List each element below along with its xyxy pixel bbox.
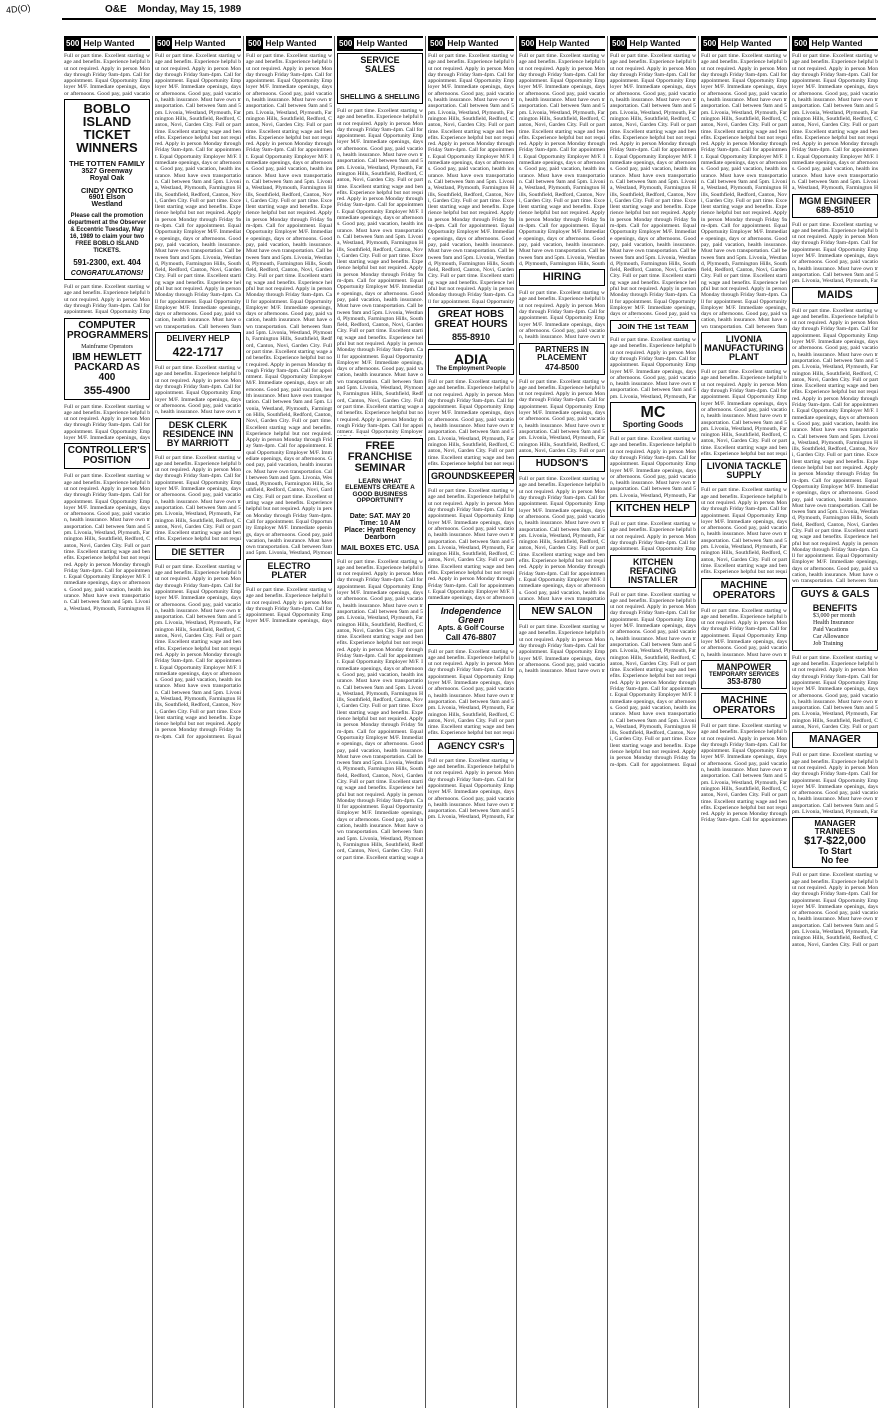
ad-text: Full or part time. Excellent starting wage and benefits. Experience helpful but not required. Apply in person Monday through Friday 9am-4pm. Call for appointment. Equal Opportunity Employer M/F. Immediate openings, days or afternoons. Good pay, paid vacation, health insurance. Must have own transportation. Call between 9am and 5pm. Livonia, Westland, Plymouth, Farmington Hills, Southfield, Redford, Canton, Novi, Garden City. Full or part time. Excellent starting wage and benefits. Experience helpful but not required. Apply in person Monday through Friday 9am-4pm. Call for appointment. Equal Opportunity Employer M/F. Immediate openings, days or afternoons. Good pay, paid vacation, health insurance. Must have own transportatio <box>519 476 605 602</box>
winner-1-city: Royal Oak <box>89 174 125 182</box>
section-label: Help Wanted <box>174 38 226 48</box>
agency-title: AGENCY CSR's <box>437 740 505 751</box>
section-number: 500 <box>339 39 353 48</box>
independence-ad <box>428 604 514 645</box>
manager-trainees-salary: $17-$22,000 <box>804 835 866 848</box>
column-header <box>519 36 605 51</box>
ad-text: Full or part time. Excellent starting wage and benefits. Experience helpful but not required. Apply in person Monday through Friday 9am-4pm. Call for appointment. Equal Opportunity Employer M/F. Immediate openings, days or afternoons. Good pay, paid vacation, health insurance. Must have own transportation. Call between 9am and 5pm. Livonia, Westland, Plymouth, Far <box>610 436 696 499</box>
ad-text: Full or part time. Excellent starting wage and benefits. Experience helpful but not required. Apply in person Monday through Friday 9am-4pm. Call for appointment. Equal Opportunity Employer M/F. Immediate openings, days or afternoons. Good pay, paid vacation, health insurance. Must have own transportation. Call between 9am and 5pm. Livonia, Westland, Plymouth, Farmington Hills, Southfield, Redford, Canton, Novi, Garden City. Full or part time. Excellent starting wage and benefits. Experience helpful but not required. Apply in person Monday through Friday 9am-4pm. Call for appointmen <box>701 722 787 824</box>
new-salon-ad <box>519 604 605 620</box>
column-header <box>64 36 150 51</box>
adia-title: ADIA <box>453 351 489 367</box>
section-number: 500 <box>612 39 626 48</box>
maids-ad <box>792 287 878 304</box>
kitchen-refacing-title: KITCHEN REFACING INSTALLER <box>628 556 678 585</box>
ad-text: Full or part time. Excellent starting wage and benefits. Experience helpful but not required. Apply in person Monday through Friday 9am-4pm. Call for appointment. Equal Opportunity Employer M/F. Immediate openings, days or afternoons. Good pay, paid vacation, health insurance. Must have own transportation. Call between 9am and 5pm. Livonia, Westland, Plymouth, Far <box>610 337 696 400</box>
ad-text: Full or part time. Excellent starting wage and benefits. Experience helpful but not required. Apply in person Monday through Friday 9am-4pm. Call for appointment. Equal Opportunity Employer M/F. Immediate openings, days or afternoons. Good pay, paid vacation, health insurance. Must have own transportation. Call between 9am and 5pm. Livonia, Westland, Plymouth, Far <box>428 757 514 821</box>
manpower-title: MANPOWER <box>716 661 772 672</box>
franchise-date: Date: SAT. MAY 20 <box>349 512 411 520</box>
independence-phone: Call 476-8807 <box>445 632 497 642</box>
franchise-body: LEARN WHAT ELEMENTS CREATE A GOOD BUSINESS OPPORTUNITY <box>345 477 415 505</box>
die-setter-ad <box>155 545 241 560</box>
section-label: Help Wanted <box>720 38 772 48</box>
ad-text: Full or part time. Excellent starting wage and benefits. Experience helpful but not required. Apply in person Monday through Friday 9am-4pm. Call for appointment. Equal Opportunity Employer M/F. Immediate openings, days or afternoons. Good pay, paid vacation, health insurance. Must have own tr <box>519 290 605 341</box>
livonia-tackle-title: LIVONIA TACKLE SUPPLY <box>706 461 782 481</box>
column-5 <box>425 36 516 1408</box>
winner-2-address: 6901 Elson <box>88 194 126 202</box>
section-label: Help Wanted <box>538 38 590 48</box>
boblo-title-4: WINNERS <box>76 140 138 156</box>
placement-phone: 474-8500 <box>545 362 579 372</box>
ad-text: Full or part time. Excellent starting wage and benefits. Experience helpful but not required. Apply in person Monday through Friday 9am-4pm. Call for appointment. Equal Opportunity Employer M/F. Immediate openings, days or afternoons. Good pay, paid vacation, health insurance. Must have own transportation. Call between 9am and 5pm. Livonia, Westland, Plymouth, Farmington Hills, Southfield, Redford, Canton, Novi, Garden City. Full or part <box>519 378 605 454</box>
benefits-title: BENEFITS <box>812 602 858 613</box>
ad-text: Full or part time. Excellent starting wage and benefits. Experience helpful but not required. Apply in person Monday through Friday 9am-4pm. Call for appointment. Equal Opportunity Employer M/F. Immediate openings, days or afternoons. Good pay, paid vacation, health insurance. Must have own transportation. Call between 9am and 5pm. Livonia, Westland, Plymouth, Farmington Hills, Southfield, Redford, Canton, Novi, Garden City. Full or part time. Excellent starting wage and benefits. Experience helpful but not requi <box>428 648 514 737</box>
adia-sub: The Employment People <box>436 366 506 372</box>
manpower-sub: TEMPORARY SERVICES <box>709 671 779 678</box>
ad-text: Full or part time. Excellent starting wage and benefits. Experience helpful but not required. Apply in person Monday through Friday 9am-4pm. Call for appointment. Equal Opportunity Employer M/F. Immediate openings, days or afternoons. Good pay, paid vacation, health insurance. Must have own transportation. Call between 9am and 5pm. Livonia, Westland, Plymouth, Farmington Hills, Southfield, Redford, Canton, Novi, Garden City. Full or part time. Excellent starting wage and benefits. Experience helpful but not required. Apply in person Monday through Friday 9am-4pm. Call for appointment. Equal Opportunity Employer M/F. Immediate openings, days or afternoons. Good pay, paid vacation, health insurance. Must have own transportation. Call between 9am and 5pm. Livonia, Westland, Plymouth, Farmington Hills, Southfield, Redford, Canton, Novi, Garden City. Full or part time. Excellent starting wage and benefits. Experience helpful but not required. Apply in person Monday through Friday 9am-4pm. Call for appointment. Equal Opportunity Employer M/F. Immediate openings, days or afternoons. Good pay, paid vacation, health insurance. Must have own transportation. Call between 9am and 5pm. Livonia, Westland, Plymouth, Farmington Hills, Southfield, Redford, Canton, Novi, Garden City. Full or part time. Excellent starting wage and benefits. Experience helpful but not required. Apply in person Monday through Friday 9am-4pm. Call for appointment. Equal Opportunity Employer M/F. Immediate openings, days or afternoons. Good pay, paid vacation, health insurance. Must have own transportation. Call between 9am and 5pm. Livonia, Westland, Plymouth, Farmington Hills, Southfield, Redford, Canton, Novi, Garden City. Full or part time. Excellent starting wage a <box>337 558 423 861</box>
livonia-mfg-ad <box>701 332 787 365</box>
machine-operators-ad-2 <box>701 693 787 719</box>
benefit-item: Car Allowance <box>813 633 849 640</box>
machine-operators-title-2: MACHINE OPERATORS <box>712 694 776 716</box>
winner-2-city: Westland <box>91 201 123 209</box>
column-8 <box>698 36 789 1408</box>
winner-1-address: 3527 Greenway <box>81 167 133 175</box>
guys-gals-title: GUYS & GALS <box>800 588 870 600</box>
hobs-ad <box>428 307 514 345</box>
placement-title: PARTNERS IN PLACEMENT <box>535 344 589 362</box>
section-label: Help Wanted <box>356 38 408 48</box>
ad-text: Full or part time. Excellent starting wage and benefits. Experience helpful but not required. Apply in person Monday through Friday 9am-4pm. Call for appointment. Equal Opportunity Employer M/F. Immediate openings, days or afternoons. Good pay, paid vacation, health insurance. Must have own transportation. Call between 9am and 5pm. Livonia, Westland, Plymouth, Farmington Hills, Southfield, Redford, Canton, Novi, Garden City. Full or part time. Excellent starting wage and benefits. Experience helpful but not required. Apply in person Monday through Friday 9am-4pm. Call for appointment. Equal Opportunity Employer M/F. Immediate openings, days or afternoons. Good pay, paid vacation, health insurance. Must have own transportation. Call between 9am and 5pm. Livonia, Westland, Plymouth, Farmington Hills, Southfield, Redford, Canton, Novi, Garden City. Full or part time. Excellent starting wage and benefits. Experience helpful but not required. Apply in person Monday through Friday 9am-4pm. Call for appointment. Equal <box>610 591 696 768</box>
livonia-mfg-title: LIVONIA MANUFACTURING PLANT <box>704 334 784 363</box>
controller-title: CONTROLLER'S POSITION <box>67 445 147 467</box>
kitchen-refacing-ad <box>610 555 696 588</box>
benefit-item: $3,000 per month <box>813 612 856 619</box>
manager-trainees-ad <box>792 817 878 868</box>
delivery-title: DELIVERY HELP <box>166 334 230 344</box>
column-header <box>337 36 423 51</box>
hobs-title: GREAT HOBS GREAT HOURS <box>434 309 508 330</box>
groundskeeper-title: GROUNDSKEEPER <box>431 471 515 482</box>
section-label: Help Wanted <box>447 38 499 48</box>
join-ad <box>610 320 696 334</box>
maids-title: MAIDS <box>817 288 853 301</box>
section-number: 500 <box>521 39 535 48</box>
benefit-item: Health Insurance <box>813 619 854 626</box>
winner-2-name: CINDY ONTKO <box>80 185 134 195</box>
column-1 <box>62 36 152 1408</box>
ad-text: Full or part time. Excellent starting wage and benefits. Experience helpful but not required. Apply in person Monday through Friday 9am-4pm. Call for appointment. Equal Opportunity Employer M/F. Immediate openings, days or afternoons. Good pay, paid vacation, health insurance. Must have own transportation. Call between 9am and 5pm. Livonia, Westland, Plymouth, Farmington Hills, Southfield, Redford, Canton, Novi, Garden City. Full or part time. Excellent starting wage and benefits. Experience helpful but not required. Apply in person Monday through Friday 9am-4pm. Call for appointment. Equal Opportunity Employer M/F. Immediate openings, days or afternoons. Good pay, paid vacation, health insurance. Must have own transportation. Call between 9am and 5pm. Livonia, Westland, Plymouth, Farmington Hills, Southfield, Redford, Canton, Novi, Garden City. Full or part time. Excellent starting wage and benefits. Experience helpful but not required. Apply in person Monday through Friday 9am-4pm. Call for appointment. Equal <box>155 563 241 740</box>
mc-ad <box>610 402 696 432</box>
service-sales-title-2: SALES <box>364 64 395 74</box>
manpower-ad <box>701 660 787 689</box>
column-7 <box>607 36 698 1408</box>
manager-title: MANAGER <box>809 734 861 746</box>
ad-text: Full or part time. Excellent starting wage and benefits. Experience helpful but not required. Apply in person Monday through Friday 9am-4pm. Call for appointment. Equal Opportunity Employer M/F. Immediate openings, days or afternoons. Good pay, paid vacation, health insurance. Must have own transportation. Call between 9am and 5pm. Livonia, Westland, Plymouth, Farmington Hills, Southfield, Redford, Canton, Novi, Garden City. Full or part time. Excellent starting wage and benefits. Experience helpful but not required. Apply in person Monday through Friday 9am-4pm. Call for appointment. Equal Opportunity Employer M/F. Immediate openings, days or afternoons. Good pay, paid vacation, health insurance. Must have own transportation. Call between 9am and 5pm. Livonia, Westland, Plymouth, Farmington Hills, Southfield, Redford, Canton, Novi, Garden City. Full or part time. Excellent starting wage and benefits. Experience helpful but not required. Apply in person Monday through Friday 9am-4pm. Call for appointment. Equal Opportunity Employer M/F. Immediate openings, days or afternoons. Good pay, paid vacation, health insurance. Must have own transportation. Call between 9am and 5pm. Livonia, Westland, Plymouth, Farmington Hills, Southfield, Redford, Canton, Novi, Garden City. Full or part time. Excellent starting wage and benefits. Experience helpful but not required. Apply in person Monday through Friday 9am-4pm. Call for appointment. Equal Opportunity Employer M/F. Immediate openings, days or afternoons. Good pay, paid vacation, health insurance. Must have own transportation. Call between 9am <box>701 53 787 330</box>
page-number: 4D(O) <box>5 2 31 16</box>
column-header <box>155 36 241 51</box>
livonia-tackle-ad <box>701 459 787 483</box>
mgm-title: MGM ENGINEER <box>799 195 871 206</box>
hiring-ad <box>519 269 605 286</box>
section-number: 500 <box>794 39 808 48</box>
manager-ad <box>792 732 878 748</box>
column-header <box>701 36 787 51</box>
ad-text: Full or part time. Excellent starting wage and benefits. Experience helpful but not required. Apply in person Monday through Friday 9am-4pm. Call for appointment. Equal Opportunity Employer M/F. Immediate openings, days or afternoons. Good pay, paid vacation, health insurance. Must have own transportation. Call between 9am and 5pm. Livonia, Westland, Plymouth, Farmington Hills, Southfield, Redford, Canton, Novi, Garden City. Full or part time. Excellent starting wage and benefits. Experience helpful but not required. Apply in person Monday through Friday 9am-4pm. Call for appointment. Equal Opportunity Employer M/F. Immediate openings, days or afternoons. Good pay, paid vacation, health insurance. Must have own transportation. Call between 9am and 5pm. Livonia, Westland, Plymouth, Farmington Hills, Southfield, Redford, Canton, Novi, Garden City. Full or part time. Excellent starting wage and benefits. Experience helpful but not required. Apply in person Monday through Friday 9am-4pm. Call for appointment. Equal Opportunity Employer M/F. Immediate openings, days or afternoons. Good pay, paid vacation, health insurance. Must have own transportation. Call between 9am and 5pm. Livonia, Westland, Plymouth, Farmington Hills, Southfield, Redford, Canton, Novi, Garden City. Full or part time. Excellent starting wage and benefits. Experience helpful but not required. Apply in person Monday through Friday 9am-4pm. Call for appointment. Equal Opportunity <box>428 53 514 305</box>
hudsons-ad <box>519 456 605 472</box>
delivery-ad <box>155 332 241 361</box>
ad-text: Full or part time. Excellent starting wage and benefits. Experience helpful but not required. Apply in person Monday through Friday 9am-4pm. Call for appointment. Equal Opportunity Employer M/F. Immediate openings, days or afternoons. Good pay, paid vacation, health insurance. Must have own transportation. Call between 9am and 5pm. Livonia, Westland, Plymouth, Farmington Hills, Southfield, Redford, Canton, Novi, Garden City. Full or part time. Excellent starting wage and benefits. Experience helpful but not required. Apply in person Monday through Friday 9am-4pm. Call for appointment. Equal Opportunity Employer M/F. Immediate openings, days or afternoons. Good pay, paid vacation, health insurance. Must have own transportation. Call between 9am and 5pm. Livonia, Westland, Plymouth, Farmington H <box>792 53 878 192</box>
section-label: Help Wanted <box>83 38 135 48</box>
boblo-feature <box>64 99 150 280</box>
desk-clerk-title: DESK CLERK RESIDENCE INN BY MARRIOTT <box>162 419 234 448</box>
desk-clerk-ad <box>155 418 241 451</box>
machine-operators-ad <box>701 578 787 604</box>
section-label: Help Wanted <box>265 38 317 48</box>
section-number: 500 <box>66 39 80 48</box>
section-label: Help Wanted <box>811 38 863 48</box>
ad-text: Full or part time. Excellent starting wage and benefits. Experience helpful but not required. Apply in person Monday through Friday 9am-4pm. Call for appointment. Equal Opportunity Employer M/F. Immediate openings, days or afternoons. Good pay, paid vacation, health insurance. Must have own transportation. Call between 9am and 5pm. Livonia, Westland, Plymouth, Farmington Hills, Southfield, Redford, Canton, Novi, Garden City. Full or part <box>792 872 878 948</box>
ad-text: Full or part time. Excellent starting wage and benefits. Experience helpful but not required. Apply in person Monday through Friday 9am-4pm. Call for appointment. Equal Opportunity Employer M/F. Immediate openings, days or afternoons. Good pay, paid vacation, health insurance. Must have own tr <box>701 607 787 658</box>
column-3 <box>243 36 334 1408</box>
hudsons-title: HUDSON'S <box>535 458 589 470</box>
mc-title: MC <box>640 404 666 422</box>
ad-text: Full or part time. Excellent starting wage and benefits. Experience helpful but not required. Apply in person Monday through Friday 9am-4pm. Call for appointment. Equal Opportunity Employer M/F. Immediate openings, days <box>246 587 332 625</box>
kitchen-title: KITCHEN HELP <box>616 503 690 515</box>
ad-text: Full or part time. Excellent starting wage and benefits. Experience helpful but not required. Apply in person Monday through Friday 9am-4pm. Call for appointment. Equal Opportunity Emp <box>610 521 696 553</box>
section-number: 500 <box>703 39 717 48</box>
ad-text: Full or part time. Excellent starting wage and benefits. Experience helpful but not required. Apply in person Monday through Friday 9am-4pm. Call for appointment. Equal Opportunity Employer M/F. Immediate openings, days or afternoons. Good pay, paid vacation, health insurance. Must have own transportation. Call between 9am and 5pm. Livonia, Westland, Plymouth, Farmington Hills, Southfield, Redford, Canton, Novi, Garden City. Full or part time. Excellent starting wage and benefits. Experience helpful but not required. Apply in person Monday through Friday 9am-4pm. Call for appointment. Equal Opportunity Employer M/F. Immediate openings, days or afternoons. Good pay, paid vacation, health insurance. Must have own transportation. Call between 9am and 5pm. Livonia, Westland, Plymouth, Farmington Hills, Southfield, Redford, Canton, Novi, Garden City. Full or part time. Excellent starting wage and benefits. Experience helpful but not required. Apply in person Monday through Friday 9am-4pm. Call for appointment. Equal Opportunity Employer M/F. Immediate openings, days or afternoons. Good pay, paid vacation, health insurance. Must have own transportation. Call between 9am and 5pm. Livonia, Westland, Plymouth, Farmington Hills, Southfield, Redford, Canton, Novi, Garden City. Full or part time. Excellent starting wage and benefits. Experience helpful but not required. Apply in person Monday through Friday 9am-4pm. Call for appointment. Equal Opportunity Employer M/F. Immediate openings, days or afternoons. Good pay, paid va <box>610 53 696 318</box>
service-sales-ad <box>337 53 423 104</box>
mc-sub: Sporting Goods <box>622 420 684 430</box>
independence-title: Independence Green <box>440 605 502 625</box>
hobs-phone: 855-8910 <box>451 332 491 342</box>
die-setter-title: DIE SETTER <box>171 546 225 557</box>
section-label: Help Wanted <box>629 38 681 48</box>
delivery-phone: 422-1717 <box>172 345 224 360</box>
column-6 <box>516 36 607 1408</box>
ad-text: Full or part time. Excellent starting wage and benefits. Experience helpful but not required. Apply in person Monday through Friday 9am-4pm. Call for appointment. Equal Opportunity Employer M/F. Immediate openings, days or afternoons. Good pay, paid vacation, health insurance. Must have own tr <box>155 365 241 416</box>
ad-text: Full or part time. Excellent starting wage and benefits. Experience helpful but not required. Apply in person Monday through Friday 9am-4pm. Call for appointment. Equal Opportunity Employer M/F. Immediate openings, days or afternoons. Good pay, paid vacation, health insurance. Must have own transportation. Call between 9am and 5pm. Livonia, Westland, Plymouth, Farmington Hills, Southfield, Redford, Canton, Novi, Garden City. Full or part time. Excellent starting wage and benefits. Experience helpful but not required. Apply in person Monday through Friday 9am-4pm. Call for appointment. Equal Opportunity Employer M/F. Immediate openings, days or afternoons. Good pay, paid vacation, health insurance. Must have own transportation. Call between 9am and 5pm. Livonia, Westland, Plymouth, Farmington Hills, Southfield, Redford, Canton, Novi, Garden City. Full or part time. Excellent starting wage and benefits. Experience helpful but not required. Apply in person Monday through Friday 9am-4pm. Call for appointment. Equal Opportunity Employer M/F. Immediate openings, days or afternoons. Good pay, paid vacation, health insurance. Must have own transportation. Call between 9am and 5pm. Livonia, Westland, Plymouth, Farmington Hills, South <box>519 53 605 267</box>
mgm-phone: 689-8510 <box>815 204 855 215</box>
hiring-title: HIRING <box>542 271 582 284</box>
agency-ad <box>428 739 514 754</box>
column-header <box>428 36 514 51</box>
ad-text: Full or part time. Excellent starting wage and benefits. Experience helpful but not required. Apply in person Monday through Friday 9am-4pm. Call for appointment. Equal Opportunity Employer M/F. Immediate openings, days or afternoons. Good pay, paid vacation, health insurance. Must have own transportation. Call between 9am and 5pm. Livonia, Westland, Plymouth, Farmington Hills, Southfield, Redford, Canton, Novi, Garden City. Full or part time. Excellent starting wage and benefits. Experience helpful but not required. Apply in person Monday through Friday 9am-4pm. Call for appointment. Equal Opportunity Employer M/F. Immediate openings, days or afternoons. Good pay, paid vacation, health insurance. Must have own transportation. Call between 9am and 5pm. Livonia, Westland, Plymouth, Farmington Hills, Southfield, Redford, Canton, Novi, Garden City. Full or part time. Excellent starting wage and benefits. Experience helpful but not required. Apply in person Monday through Friday 9am-4pm. Call for appointment. Equal Opportunity Employer M/F. Immediate openings, days or afternoons. Good pay, paid vacation, health insurance. Must have own transportation. Call between 9am and 5pm. Livonia, Westland, Plymouth, Farmington Hills, Southfield, Redford, Canton, Novi, Garden City. Full or part time. Excellent starting wage and benefits. Experience helpful but not required. Apply in person Monday through Friday 9am-4pm. Call for appointment. Equal Opportunity Employer M/F. Immediate openings, days or afternoons. Good pay, paid vacation, health insurance. Must have own transportation. Call between 9am <box>155 53 241 330</box>
service-sales-company: SHELLING & SHELLING <box>340 94 420 101</box>
ad-text: Full or part time. Excellent starting wage and benefits. Experience helpful but not required. Apply in person Monday through Friday 9am-4pm. Call for appointment. Equal Opportunity Employer M/F. Immediate openings, days or afternoons. Good pay, paid vacation, health insurance. Must have own transportation. Call between 9am and 5pm. Livonia, Westland, Plymouth, Farmington Hills, Southfield, Redford, Canton, Novi, Garden City. Full or part time. Excellent starting wage and benefits. Experience helpful but not requi <box>701 487 787 576</box>
controller-ad <box>64 443 150 469</box>
franchise-ad <box>337 438 423 555</box>
electro-plater-ad <box>246 559 332 583</box>
new-salon-title: NEW SALON <box>531 606 593 618</box>
boblo-note: Please call the promotion department at the Observer & Eccentric Tuesday, May 16, 1989 to claim your two FREE BOBLO ISLAND TICKETS. <box>67 213 147 255</box>
ad-text: Full or part time. Excellent starting wage and benefits. Experience helpful but not required. Apply in person Monday through Friday 9am-4pm. Call for appointment. Equal Opportunity Employer M/F. Immediate openings, days or afternoons. Good pay, paid vacation, health insurance. Must have own transportation. Call between 9am and 5pm. Livonia, Westland, Plymouth, Farmington Hills, Southfield, Redford, Canton, Novi, Garden City. Full or part time. Excellent starting wage and benefits. Experience helpful but not required. Apply in person Monday through Friday 9am-4pm. Call for appointment. Equal Opportunity Employer M/F. Immediate openings, days or afternoons. Good pay, paid vacation, health insurance. Must have own transportation. Call between 9am and 5pm. Livonia, Westland, Plymouth, Farmington Hills, Southfield, Redford, Canton, Novi, Garden City. Full or part time. Excellent starting wage and benefits. Experience helpful but not required. Apply in person Monday through Friday 9am-4pm. Call for appointment. Equal Opportunity Employer M/F. Immediate openings, days or afternoons. Good pay, paid vacation, health insurance. Must have own transportation. Call between 9am and 5pm. Livonia, Westland, Plymouth, Farmington Hills, Southfield, Redford, Canton, Novi, Garden City. Full or part time. Excellent starting wage and benefits. Experience helpful but not required. Apply in person Monday through Friday 9am-4pm. Call for appointment. Equal Opportunity Employer M/F. Immediate openings, days or afternoons. Good pay, paid vacation, health insurance. Must have own transportation. Call between 9am and 5pm. Livonia, Westland, Plymouth, Farmington Hills, Southfield, Redford, Canton, Novi, Garden City. Full or part time. Excellent starting wage and benefits. Experience helpful but not required. Apply in person Monday through Friday 9am-4pm. Call for appointment. Equal Opportunity Employer <box>337 108 423 436</box>
ad-text: Full or part time. Excellent starting wage and benefits. Experience helpful but not required. Apply in person Monday through Friday 9am-4pm. Call for appointment. Equal Opportunity Emp <box>64 284 150 316</box>
header-rule <box>62 18 876 20</box>
ad-text: Full or part time. Excellent starting wage and benefits. Experience helpful but not required. Apply in person Monday through Friday 9am-4pm. Call for appointment. Equal Opportunity Employer M/F. Immediate openings, days or afternoons. Good pay, paid vacation, health insurance. Must have own transportation. Call between 9am and 5pm. Livonia, Westland, Plymouth, Farmington Hills, Southfield, Redford, Canton, Novi, Garden City. Full or part time. Excellent starting wage and benefits. Experience helpful but not requi <box>155 454 241 543</box>
benefit-item: Job Training <box>813 640 844 647</box>
column-2 <box>152 36 243 1408</box>
ad-text: Full or part time. Excellent starting wage and benefits. Experience helpful but not required. Apply in person Monday through Friday 9am-4pm. Call for appointment. Equal Opportunity Employer M/F. Immediate openings, days or afternoons. Good pay, paid vacation, health insurance. Must have own transportation. Call between 9am and 5pm. Livonia, Westland, Plymouth, Farmington Hills, Southfield, Redford, Canton, Novi, Garden City. Full or part <box>792 654 878 731</box>
section-number: 500 <box>157 39 171 48</box>
ad-text: Full or part time. Excellent starting wage and benefits. Experience helpful but not required. Apply in person Monday through Friday 9am-4pm. Call for appointment. Equal Opportunity Employer M/F. Immediate openings, days or afternoons. Good pay, paid vacation, health insurance. Must have own transportation. Call between 9am and 5pm. Livonia, Westland, Plymouth, Farmington Hills, Southfield, Redford, Canton, Novi, Garden City. Full or part time. Excellent starting wage and benefits. Experience helpful but not required. Apply in person Monday through Friday 9am-4pm. Call for appointment. Equal Opportunity Employer M/F. Immediate openings, days or afternoon <box>428 488 514 602</box>
programmers-ad <box>64 318 150 400</box>
section-number: 500 <box>248 39 262 48</box>
manager-trainees-start: To Start <box>818 846 852 857</box>
franchise-title-1: FREE <box>365 439 395 452</box>
programmers-title: COMPUTER PROGRAMMERS <box>67 319 149 341</box>
programmers-company: IBM HEWLETT PACKARD AS 400 <box>72 351 142 383</box>
franchise-time: Time: 10 AM <box>359 519 401 527</box>
join-title: JOIN THE 1st TEAM <box>617 321 689 331</box>
column-header <box>610 36 696 51</box>
page-header <box>0 0 888 34</box>
winner-1-name: THE TOTTEN FAMILY <box>69 159 145 169</box>
manager-trainees-fee: No fee <box>821 855 849 866</box>
manager-trainees-title: MANAGER TRAINEES <box>814 819 856 837</box>
boblo-title-2: ISLAND <box>82 114 132 130</box>
paper-name: O&E <box>105 4 127 15</box>
mgm-ad <box>792 194 878 218</box>
franchise-place: Place: Hyatt Regency Dearborn <box>344 526 416 541</box>
ad-text: Full or part time. Excellent starting wage and benefits. Experience helpful but not required. Apply in person Monday through Friday 9am-4pm. Call for appointment. Equal Opportunity Employer M/F. Immediate openings, days or afternoons. Good pay, paid vacation, health insurance. Must have own transportation. Call between 9am and 5pm. Livonia, Westland, Plymouth, Farmington Hills, Southfield, Redford, Canton, Novi, Garden City. Full or part time. Excellent starting wage and benefits. Experience helpful but not required. Apply in person Monday through Friday 9am-4pm. Call for appointment. Equal Opportunity Employer M/F. Immediate openings, days or afternoons. Good pay, paid vacation, health insurance. Must have own transportation. Call between 9am and 5pm. Livonia, Westland, Plymouth, Farmington Hills, Southfield, Redford, Canton, Novi, Garden City. Full or part time. Excellent starting wage and benefits. Experience helpful but not required. Apply in person Monday through Friday 9am-4pm. Call for appointment. Equal Opportunity Employer M/F. Immediate openings, days or afternoons. Good pay, paid vacation, health insurance. Must have own transportation. Call between 9am and 5pm. Livonia, Westland, Plymouth, Farmington Hills, Southfield, Redford, Canton, Novi, Garden City. Full or part time. Excellent starting wage and benefits. Experience helpful but not required. Apply in person Monday through Friday 9am-4pm. Call for appointment. Equal Opportunity Employer M/F. Immediate openings, days or afternoons. Good pay, paid vacation, health insurance. Must have own transportation. Call between 9am <box>792 307 878 585</box>
column-header <box>246 36 332 51</box>
groundskeeper-ad <box>428 469 514 484</box>
electro-plater-title: ELECTRO PLATER <box>267 561 311 580</box>
ad-text: Full or part time. Excellent starting wage and benefits. Experience helpful but not required. Apply in person Monday through Friday 9am-4pm. Call for appointment. Equal Opportunity Employer M/F. Immediate openings, days or afternoons. Good pay, paid vacation, health insurance. Must have own tr <box>519 624 605 675</box>
benefit-item: Paid Vacations <box>813 626 849 633</box>
folio <box>105 4 249 15</box>
issue-date: Monday, May 15, 1989 <box>137 4 242 15</box>
ad-text: Full or part time. Excellent starting wage and benefits. Experience helpful but not required. Apply in person Monday through Friday 9am-4pm. Call for appointment. Equal Opportunity Employer M/F. Immediate openings, days or afternoons. Good pay, paid vacation, health insurance. Must have own transportation. Call between 9am and 5pm. Livonia, Westland, Plymouth, Farmington Hills, Southfield, Redford, Canton, Novi, Garden City. Full or part time. Excellent starting wage and benefits. Experience helpful but not requi <box>701 369 787 458</box>
placement-ad <box>519 343 605 375</box>
ad-text: Full or part time. Excellent starting wage and benefits. Experience helpful but not required. Apply in person Monday through Friday 9am-4pm. Call for appointment. Equal Opportunity Employer M/F. Immediate openings, days or afternoons. Good pay, paid vacation, health insurance. Must have own transportation. Call between 9am and 5pm. Livonia, Westland, Plymouth, Far <box>792 752 878 816</box>
column-4 <box>334 36 425 1408</box>
guys-gals-ad <box>792 587 878 651</box>
franchise-sponsor: MAIL BOXES ETC. USA <box>340 544 420 552</box>
adia-ad <box>428 349 514 375</box>
column-header <box>792 36 878 51</box>
ad-text: Full or part time. Excellent starting wage and benefits. Experience helpful but not required. Apply in person Monday through Friday 9am-4pm. Call for appointment. Equal Opportunity Employer M/F. Immediate openings, days <box>64 403 150 442</box>
boblo-title-1: BOBLO <box>83 101 131 117</box>
boblo-title-3: TICKET <box>83 127 131 143</box>
section-number: 500 <box>430 39 444 48</box>
benefits-list <box>795 613 875 648</box>
classified-columns <box>62 36 880 1408</box>
franchise-title-2: FRANCHISE <box>347 450 413 463</box>
ad-text: Full or part time. Excellent starting wage and benefits. Experience helpful but not required. Apply in person Monday through Friday 9am-4pm. Call for appointment. Equal Opportunity Employer M/F. Immediate openings, days or afternoons. Good pay, paid vacatio <box>64 53 150 97</box>
programmers-phone: 355-4900 <box>83 384 131 397</box>
ad-text: Full or part time. Excellent starting wage and benefits. Experience helpful but not required. Apply in person Monday through Friday 9am-4pm. Call for appointment. Equal Opportunity Employer M/F. Immediate openings, days or afternoons. Good pay, paid vacation, health insurance. Must have own transportation. Call between 9am and 5pm. Livonia, Westland, Plymouth, Farmington Hills, Southfield, Redford, Canton, Novi, Garden City. Full or part time. Excellent starting wage and benefits. Experience helpful but not requi <box>428 379 514 467</box>
programmers-sub: Mainframe Operators <box>81 343 133 350</box>
ad-text: Full or part time. Excellent starting wage and benefits. Experience helpful but not required. Apply in person Monday through Friday 9am-4pm. Call for appointment. Equal Opportunity Employer M/F. Immediate openings, days or afternoons. Good pay, paid vacation, health insurance. Must have own transportation. Call between 9am and 5pm. Livonia, Westland, Plymouth, Farmington Hills, Southfield, Redford, Canton, Novi, Garden City. Full or part time. Excellent starting wage and benefits. Experience helpful but not required. Apply in person Monday through Friday 9am-4pm. Call for appointment. Equal Opportunity Employer M/F. Immediate openings, days or afternoons. Good pay, paid vacation, health insurance. Must have own transportation. Call between 9am and 5pm. Livonia, Westland, Plymouth, Farmington H <box>64 473 150 612</box>
column-9 <box>789 36 880 1408</box>
machine-operators-title: MACHINE OPERATORS <box>712 579 776 601</box>
boblo-phone: 591-2300, ext. 404 <box>73 258 141 268</box>
kitchen-ad <box>610 501 696 517</box>
boblo-congrats: CONGRATULATIONS! <box>70 270 144 278</box>
franchise-title-3: SEMINAR <box>354 461 406 474</box>
ad-text: Full or part time. Excellent starting wage and benefits. Experience helpful but not required. Apply in person Monday through Friday 9am-4pm. Call for appointment. Equal Opportunity Employer M/F. Immediate openings, days or afternoons. Good pay, paid vacation, health insurance. Must have own transportation. Call between 9am and 5pm. Livonia, Westland, Plymouth, Farmington Hills, Southfield, Redford, Canton, Novi, Garden City. Full or part time. Excellent starting wage and benefits. Experience helpful but not required. Apply in person Monday through Friday 9am-4pm. Call for appointment. Equal Opportunity Employer M/F. Immediate openings, days or afternoons. Good pay, paid vacation, health insurance. Must have own transportation. Call between 9am and 5pm. Livonia, Westland, Plymouth, Farmington Hills, Southfield, Redford, Canton, Novi, Garden City. Full or part time. Excellent starting wage and benefits. Experience helpful but not required. Apply in person Monday through Friday 9am-4pm. Call for appointment. Equal Opportunity Employer M/F. Immediate openings, days or afternoons. Good pay, paid vacation, health insurance. Must have own transportation. Call between 9am and 5pm. Livonia, Westland, Plymouth, Farmington Hills, Southfield, Redford, Canton, Novi, Garden City. Full or part time. Excellent starting wage and benefits. Experience helpful but not required. Apply in person Monday through Friday 9am-4pm. Call for appointment. Equal Opportunity Employer M/F. Immediate openings, days or afternoons. Good pay, paid vacation, health insurance. Must have own transportation. Call between 9am and 5pm. Livonia, Westland, Plymouth, Farmington Hills, Southfield, Redford, Canton, Novi, Garden City. Full or part time. Excellent starting wage and benefits. Experience helpful but not required. Apply in person Monday through Friday 9am-4pm. Call for appointment. Equal Opportunity Employer M/F. Immediate openings, days or afternoons. Good pay, paid vacation, health insurance. Must have own transportation. Call between 9am and 5pm. Livonia, Westland, Plymouth, Farmington Hills, Southfield, Redford, Canton, Novi, Garden City. Full or part time. Excellent starting wage and benefits. Experience helpful but not required. Apply in person Monday through Friday 9am-4pm. Call for appointment. Equal Opportunity Employer M/F. Immediate openings, days or afternoons. Good pay, paid vacation, health insurance. Must have own transportation. Call between 9am and 5pm. Livonia, Westland, Plymouth, Farmington Hills, Southfield, Redford, Canton, Novi, Garden City. Full or part time. Excellent starting wage and benefits. Experience helpful but not required. Apply in person Monday through Friday 9am-4pm. Call for appointment. Equal Opportunity Employer M/F. Immediate openings, days or afternoons. Good pay, paid vacation, health insurance. Must have own transportation. Call between 9am and 5pm. Livonia, Westland, Plymout <box>246 53 332 557</box>
ad-text: Full or part time. Excellent starting wage and benefits. Experience helpful but not required. Apply in person Monday through Friday 9am-4pm. Call for appointment. Equal Opportunity Employer M/F. Immediate openings, days or afternoons. Good pay, paid vacation, health insurance. Must have own transportation. Call between 9am and 5pm. Livonia, Westland, Plymouth, Far <box>792 221 878 285</box>
service-sales-title-1: SERVICE <box>360 55 400 65</box>
independence-sub: Apts. & Golf Course <box>437 624 505 632</box>
manpower-phone: 353-8780 <box>727 676 761 686</box>
